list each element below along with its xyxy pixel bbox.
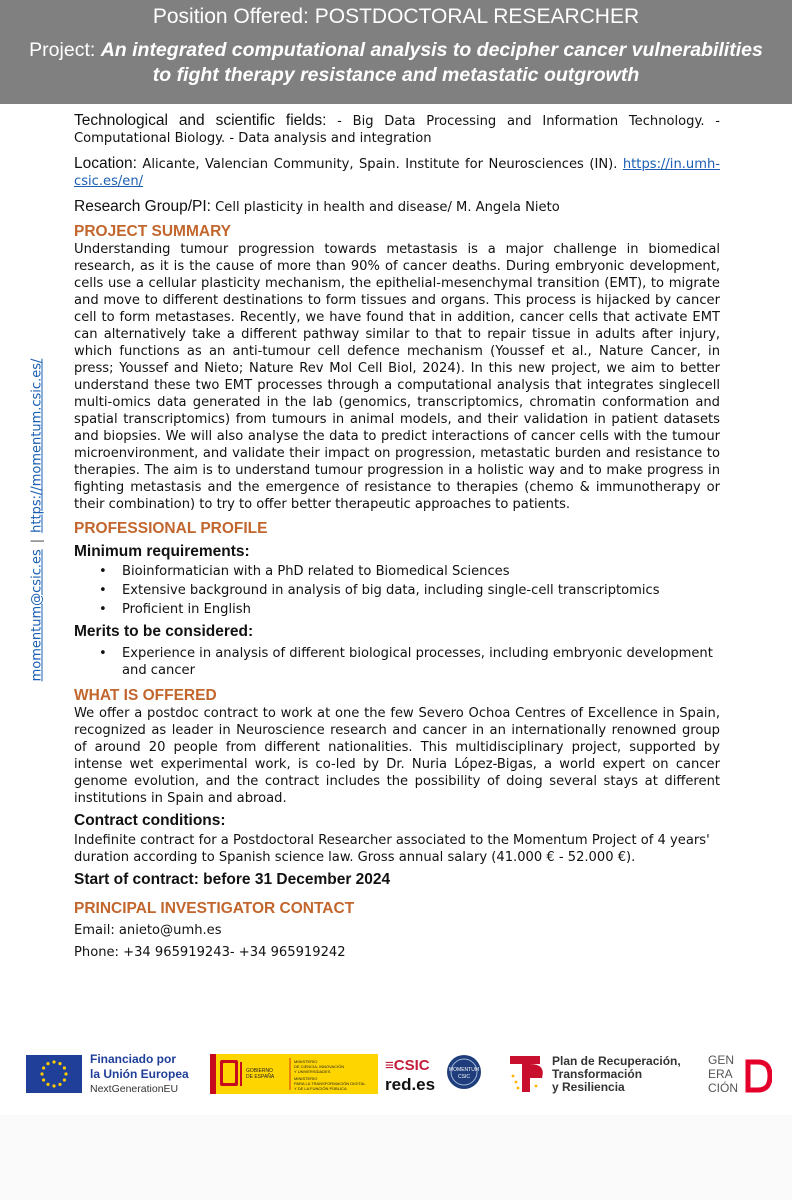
- svg-text:MOMENTUM: MOMENTUM: [449, 1067, 479, 1073]
- list-item: • Bioinformatician with a PhD related to Biomedical Sciences: [99, 564, 510, 579]
- document-body: [74, 112, 720, 961]
- sidebar-email-link[interactable]: momentum@csic.es: [29, 549, 45, 682]
- minimum-requirements-label: Minimum requirements:: [74, 543, 250, 560]
- svg-text:MINISTERIO: MINISTERIO: [294, 1059, 318, 1064]
- svg-text:Y DE LA FUNCIÓN PÚBLICA: Y DE LA FUNCIÓN PÚBLICA: [294, 1086, 347, 1091]
- eu-funding-text: Financiado por la Unión Europea NextGenerationEU: [90, 1052, 189, 1095]
- list-item: • Extensive background in analysis of big data, including single-cell transcriptomics: [99, 583, 660, 598]
- project-title-line2: to fight therapy resistance and metastatic outgrowth: [152, 64, 640, 86]
- svg-text:Y UNIVERSIDADES: Y UNIVERSIDADES: [294, 1069, 331, 1074]
- tech-fields-value: - Big Data Processing and Information Technology. - Computational Biology. - Data analysis and integration: [74, 114, 720, 146]
- svg-text:ERA: ERA: [708, 1067, 733, 1081]
- header-banner: [0, 0, 792, 104]
- bullet: •: [99, 602, 107, 617]
- sidebar-contact: [28, 352, 46, 688]
- plan-recuperacion-logo: [508, 1052, 698, 1094]
- merits-label: Merits to be considered:: [74, 623, 254, 640]
- svg-text:CSIC: CSIC: [458, 1074, 470, 1080]
- svg-text:DE ESPAÑA: DE ESPAÑA: [246, 1074, 275, 1080]
- position-title: Position Offered: POSTDOCTORAL RESEARCHER: [152, 5, 640, 28]
- location-url-link[interactable]: https://in.umh-csic.es/en/: [74, 157, 720, 189]
- research-group: [74, 198, 720, 216]
- svg-text:Transformación: Transformación: [552, 1067, 643, 1081]
- eu-flag-icon: [26, 1055, 82, 1093]
- page-bottom-margin: [0, 1115, 792, 1200]
- svg-text:red.es: red.es: [385, 1075, 436, 1094]
- contact-email: Email: anieto@umh.es: [74, 923, 222, 938]
- research-group-label: Research Group/PI:: [74, 198, 211, 215]
- svg-text:DE CIENCIA, INNOVACIÓN: DE CIENCIA, INNOVACIÓN: [294, 1064, 345, 1069]
- requirements-list: [74, 563, 720, 618]
- contact-phone: Phone: +34 965919243- +34 965919242: [74, 945, 346, 960]
- bullet: •: [99, 646, 107, 661]
- start-of-contract: Start of contract: before 31 December 2024: [74, 871, 391, 888]
- svg-text:PARA LA TRANSFORMACIÓN DIGITAL: PARA LA TRANSFORMACIÓN DIGITAL: [294, 1081, 366, 1086]
- contract-conditions-text: Indefinite contract for a Postdoctoral Researcher associated to the Momentum Project of 4 years' duration according to Spanish science law. Gross annual salary (41.000 € - 52.000 €).: [74, 833, 710, 865]
- pi-contact-heading: PRINCIPAL INVESTIGATOR CONTACT: [74, 900, 355, 917]
- csic-redes-logo: [383, 1054, 441, 1094]
- research-group-value: Cell plasticity in health and disease/ M. Angela Nieto: [210, 200, 560, 215]
- location: [74, 155, 720, 190]
- tech-fields: [74, 112, 720, 147]
- bullet: •: [99, 564, 107, 579]
- project-summary-heading: PROJECT SUMMARY: [74, 223, 232, 240]
- momentum-seal-icon: [446, 1054, 482, 1090]
- bullet: •: [99, 583, 107, 598]
- svg-text:GOBIERNO: GOBIERNO: [246, 1068, 273, 1074]
- merits-list: [74, 645, 720, 679]
- location-label: Location:: [74, 155, 137, 172]
- list-item: • Proficient in English: [99, 602, 251, 617]
- project-label: Project:: [29, 39, 101, 61]
- sidebar-url-link[interactable]: https://momentum.csic.es/: [29, 358, 45, 533]
- svg-text:Plan de Recuperación,: Plan de Recuperación,: [552, 1054, 681, 1068]
- svg-text:≡CSIC: ≡CSIC: [385, 1057, 430, 1074]
- contract-conditions-label: Contract conditions:: [74, 812, 226, 829]
- location-value: Alicante, Valencian Community, Spain. Institute for Neurosciences (IN).: [136, 157, 623, 172]
- list-item: • Experience in analysis of different biological processes, including embryonic development and cancer: [99, 646, 713, 678]
- project-title: [0, 38, 792, 88]
- what-is-offered-heading: WHAT IS OFFERED: [74, 687, 217, 704]
- svg-text:MINISTERIO: MINISTERIO: [294, 1076, 318, 1081]
- tech-fields-label: Technological and scientific fields:: [74, 112, 327, 129]
- generacion-d-logo: [706, 1052, 772, 1094]
- svg-text:y Resiliencia: y Resiliencia: [552, 1080, 625, 1094]
- svg-text:GEN: GEN: [708, 1053, 735, 1067]
- project-summary-text: Understanding tumour progression towards metastasis is a major challenge in biomedical research, as it is the cause of more than 90% of cancer deaths. During embryonic development, cells use a cellular plasticity mechanism, the epithelial-mesenchymal transition (EMT), to migrate and move to different destinations to form tissues and organs. This process is hijacked by cancer cell to form metastases. Recently, we have found that in addition, cancer cells that activate EMT can alternatively take a different pathway similar to that to repair tissue in adults after injury, which functions as an anti-tumour cell defence mechanism (Youssef et al., Nature Cancer, in press; Youssef and Nieto; Nature Rev Mol Cell Biol, 2024). In this new project, we aim to better understand these two EMT processes through a computational analysis that integrates singlecell multi-omics data generated in the lab (genomics, transcriptomics, chromatin conformation and spatial transcriptomics) from tumours in animal models, and their validation in patient datasets and biopsies. We will also analyse the data to predict interactions of cancer cells with the tumour microenvironment, and validate their impact on progression, metastatic burden and resistance to therapies. The aim is to understand tumour progression in a holistic way and to make progress in fighting metastasis and the emergence of resistance to therapies (chemo & immunotherapy or their combination) to try to offer better therapeutic approaches to patients.: [74, 242, 720, 512]
- professional-profile-heading: PROFESSIONAL PROFILE: [74, 520, 268, 537]
- svg-text:CIÓN: CIÓN: [708, 1081, 738, 1094]
- what-is-offered-text: We offer a postdoc contract to work at one the few Severo Ochoa Centres of Excellence in Spain, recognized as leader in Neuroscience research and cancer in an internationally renowned group of around 20 people from different nationalities. This multidisciplinary project, supported by intense wet experimental work, is co-led by Dr. Nuria López-Bigas, a world expert on cancer genome evolution, and the contract includes the possibility of doing several stays at different institutions in Spain and abroad.: [74, 706, 720, 806]
- sidebar-separator: |: [29, 538, 45, 544]
- project-title-line1: An integrated computational analysis to decipher cancer vulnerabilities: [100, 39, 763, 61]
- gobierno-espana-logo: [210, 1054, 378, 1094]
